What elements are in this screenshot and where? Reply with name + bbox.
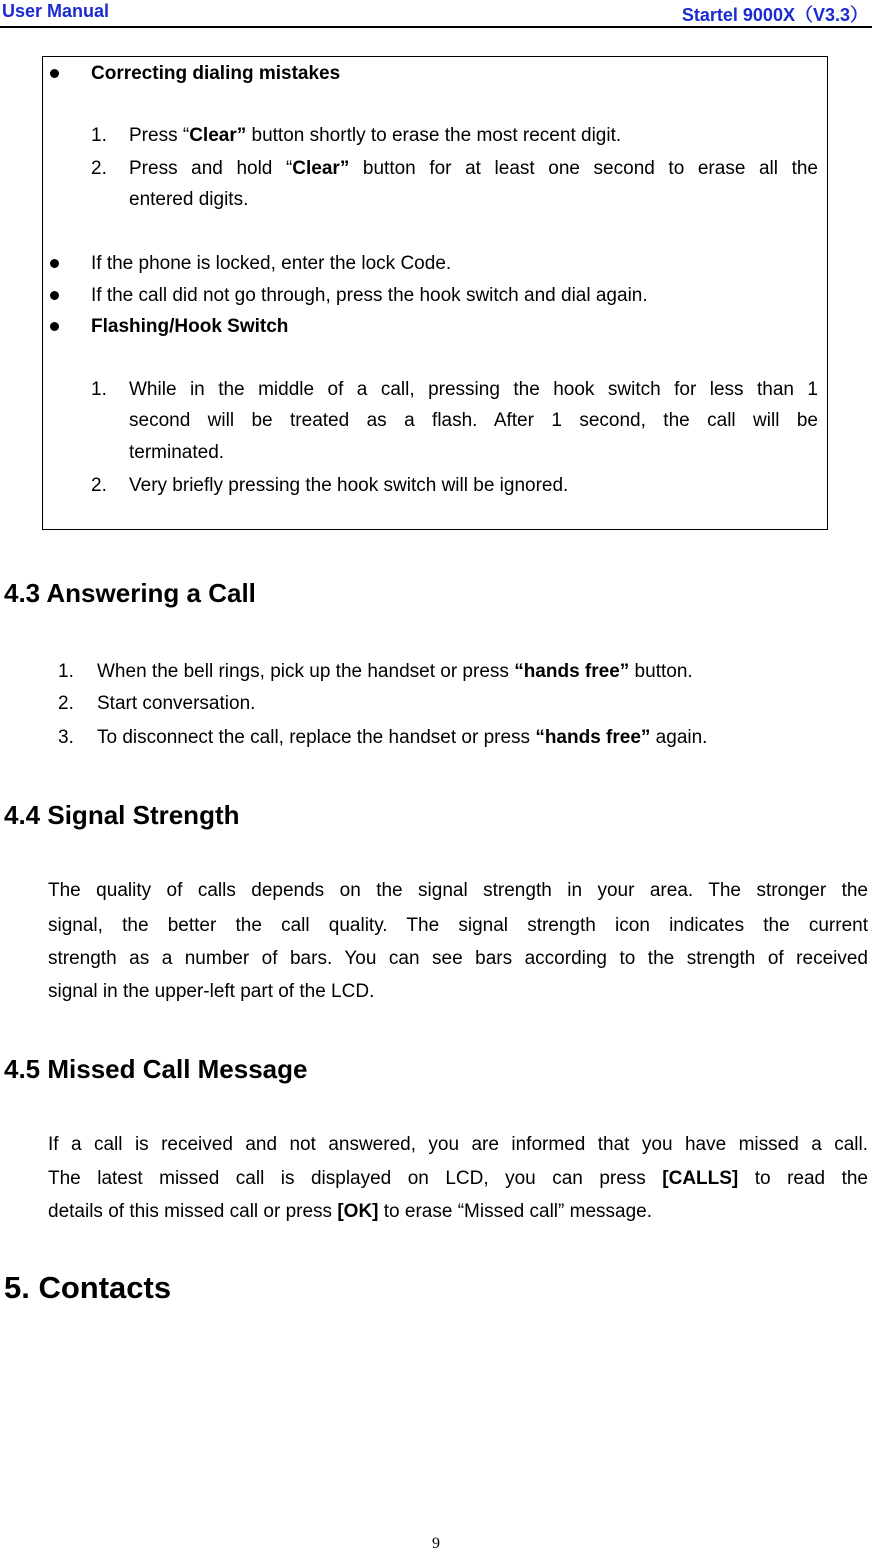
header-model: Startel 9000X（V3.3） — [681, 5, 868, 25]
list-number: 3. — [58, 727, 74, 748]
step-number: 2. — [91, 475, 107, 496]
bullet-icon — [50, 69, 59, 78]
step-text: While in the middle of a call, pressing the hook switch for less than 1 — [129, 379, 818, 400]
tip-locked: If the phone is locked, enter the lock Code. — [91, 253, 452, 274]
bullet-icon — [50, 322, 59, 331]
section-heading-4-3: 4.3 Answering a Call — [4, 578, 256, 608]
tips-box — [42, 56, 828, 530]
step-text: second will be treated as a flash. After 1 second, the call will be — [129, 410, 818, 431]
tips-heading-flashing: Flashing/Hook Switch — [91, 316, 289, 337]
step-text: terminated. — [129, 442, 225, 463]
page-header — [0, 0, 872, 28]
step-number: 1. — [91, 125, 107, 146]
step-text: Press and hold “Clear” button for at least one second to erase all the — [129, 158, 818, 179]
tips-heading-correcting: Correcting dialing mistakes — [91, 63, 341, 84]
section-heading-5: 5. Contacts — [4, 1270, 172, 1305]
section-heading-4-5: 4.5 Missed Call Message — [4, 1054, 308, 1084]
list-item: Start conversation. — [97, 693, 256, 714]
paragraph-line: signal in the upper-left part of the LCD. — [48, 981, 375, 1002]
bullet-icon — [50, 291, 59, 300]
paragraph-line: If a call is received and not answered, you are informed that you have missed a call. — [48, 1134, 868, 1155]
list-number: 1. — [58, 661, 74, 682]
page-number: 9 — [432, 1535, 440, 1552]
step-number: 1. — [91, 379, 107, 400]
step-text: Press “Clear” button shortly to erase the most recent digit. — [129, 125, 622, 146]
paragraph-line: The latest missed call is displayed on LCD, you can press [CALLS] to read the — [48, 1168, 868, 1189]
tip-retry: If the call did not go through, press the hook switch and dial again. — [91, 285, 648, 306]
paragraph-line: details of this missed call or press [OK] to erase “Missed call” message. — [48, 1201, 652, 1222]
paragraph-line: signal, the better the call quality. The signal strength icon indicates the current — [48, 915, 868, 936]
step-number: 2. — [91, 158, 107, 179]
list-item: To disconnect the call, replace the handset or press “hands free” again. — [97, 727, 708, 748]
header-title: User Manual — [2, 1, 110, 21]
paragraph-line: The quality of calls depends on the signal strength in your area. The stronger the — [48, 880, 868, 901]
list-number: 2. — [58, 693, 74, 714]
step-text-continued: entered digits. — [129, 189, 249, 210]
list-item: When the bell rings, pick up the handset or press “hands free” button. — [97, 661, 693, 682]
bullet-icon — [50, 259, 59, 268]
paragraph-line: strength as a number of bars. You can see bars according to the strength of received — [48, 948, 868, 969]
section-heading-4-4: 4.4 Signal Strength — [4, 800, 240, 830]
step-text: Very briefly pressing the hook switch will be ignored. — [129, 475, 569, 496]
